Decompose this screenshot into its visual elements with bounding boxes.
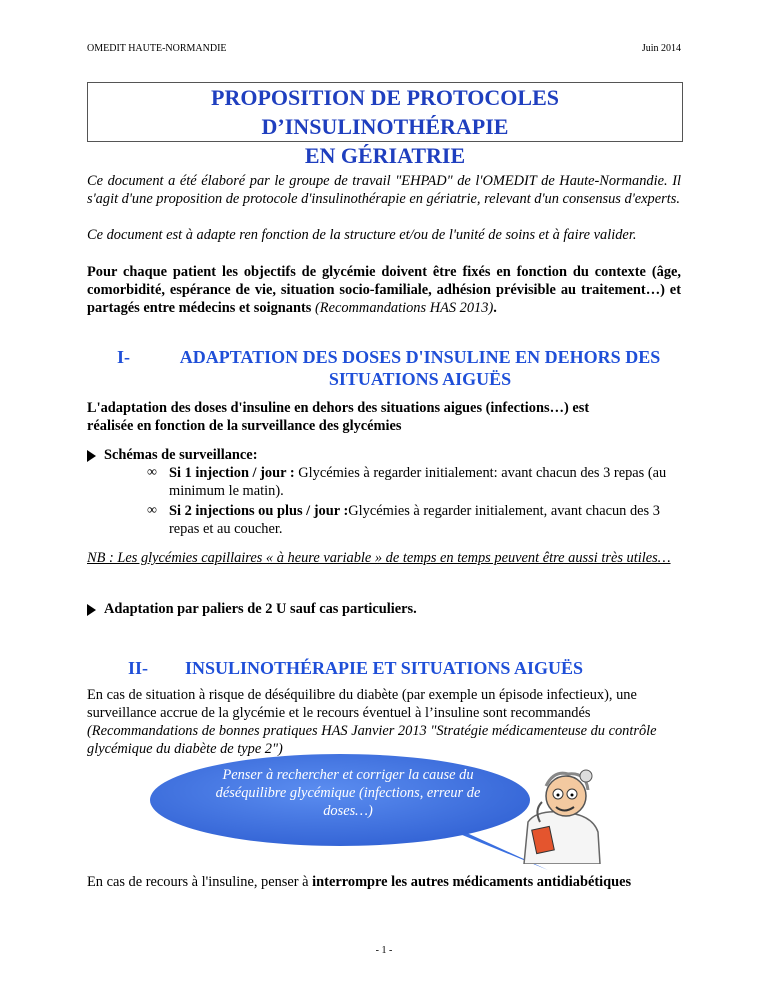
bubble-text: Penser à rechercher et corriger la cause du déséquilibre glycémique (infections, erreur de doses…) (215, 767, 481, 819)
section1-number: I- (117, 347, 130, 367)
has-reference: (Recommandations HAS 2013) (314, 300, 494, 316)
schemas-label: Schémas de surveillance: (104, 447, 258, 463)
header-right: Juin 2014 (641, 43, 681, 54)
arrow-bullet-icon (87, 450, 96, 462)
infinity-bullet-icon: ∞ (147, 503, 157, 518)
page-number: - 1 - (375, 945, 393, 956)
bullet-text: Glycémies à regarder initialement: avant chacun des 3 repas (au minimum le matin). (169, 465, 667, 499)
bullet-label: Si 1 injection / jour : (169, 465, 295, 481)
section2-number: II- (128, 658, 149, 678)
bullet-item (147, 502, 681, 538)
objectives-text: Pour chaque patient les objectifs de glycémie doivent être fixés en fonction du contexte (âge, comorbidité, espérance de vie, situation socio-familiale, adhésion prévisible au traitement…) et partagés entre médecins et soignants (87, 264, 681, 316)
bullet-item (147, 464, 681, 500)
adaptation-text: Adaptation par paliers de 2 U sauf cas particuliers. (104, 601, 417, 617)
intro-paragraph-3 (87, 263, 681, 317)
title-box (87, 82, 683, 168)
section2-text: En cas de situation à risque de déséquilibre du diabète (par exemple un épisode infectieux), une surveillance accrue de la glycémie et le recours éventuel à l’insuline sont recommandés (87, 687, 637, 721)
section1-title-line2: SITUATIONS AIGUËS (328, 369, 512, 389)
bullet-label: Si 2 injections ou plus / jour : (169, 503, 349, 519)
section1-lead: L'adaptation des doses d'insuline en dehors des situations aigues (infections…) est réalisée en fonction de la surveillance des glycémies (87, 400, 590, 434)
final-text: En cas de recours à l'insuline, penser à (87, 874, 313, 890)
page-title-line2: EN GÉRIATRIE (304, 143, 466, 168)
section2-title: INSULINOTHÉRAPIE ET SITUATIONS AIGUËS (185, 658, 583, 678)
section1-title-line1: ADAPTATION DES DOSES D'INSULINE EN DEHORS DES (179, 347, 661, 367)
section2-paragraph (87, 686, 687, 758)
header-left: OMEDIT HAUTE-NORMANDIE (87, 43, 227, 54)
final-bold-text: interrompre les autres médicaments antidiabétiques (312, 874, 632, 890)
schemas-heading (87, 446, 257, 464)
nb-note: NB : Les glycémies capillaires « à heure variable » de temps en temps peuvent être aussi très utiles… (87, 550, 671, 566)
period: . (493, 300, 497, 316)
infinity-bullet-icon: ∞ (147, 465, 157, 480)
final-paragraph (87, 873, 681, 891)
section2-reference: (Recommandations de bonnes pratiques HAS Janvier 2013 "Stratégie médicamenteuse du contrôle glycémique du diabète de type 2") (87, 723, 657, 757)
intro-paragraph-2: Ce document est à adapte ren fonction de la structure et/ou de l'unité de soins et à faire valider. (87, 227, 637, 243)
doctor-cartoon-icon (506, 762, 618, 864)
page-title-line1: PROPOSITION DE PROTOCOLES D’INSULINOTHÉRAPIE (211, 85, 559, 139)
section1-title (160, 346, 680, 390)
adaptation-line (87, 600, 417, 618)
arrow-bullet-icon (87, 604, 96, 616)
bullet-text: Glycémies à regarder initialement, avant chacun des 3 repas et au coucher. (169, 503, 660, 537)
intro-paragraph-1: Ce document a été élaboré par le groupe de travail "EHPAD" de l'OMEDIT de Haute-Normandie. Il s'agit d'une proposition de protocole d'insulinothérapie en gériatrie, relevant d'un consensus d'experts. (87, 173, 681, 207)
